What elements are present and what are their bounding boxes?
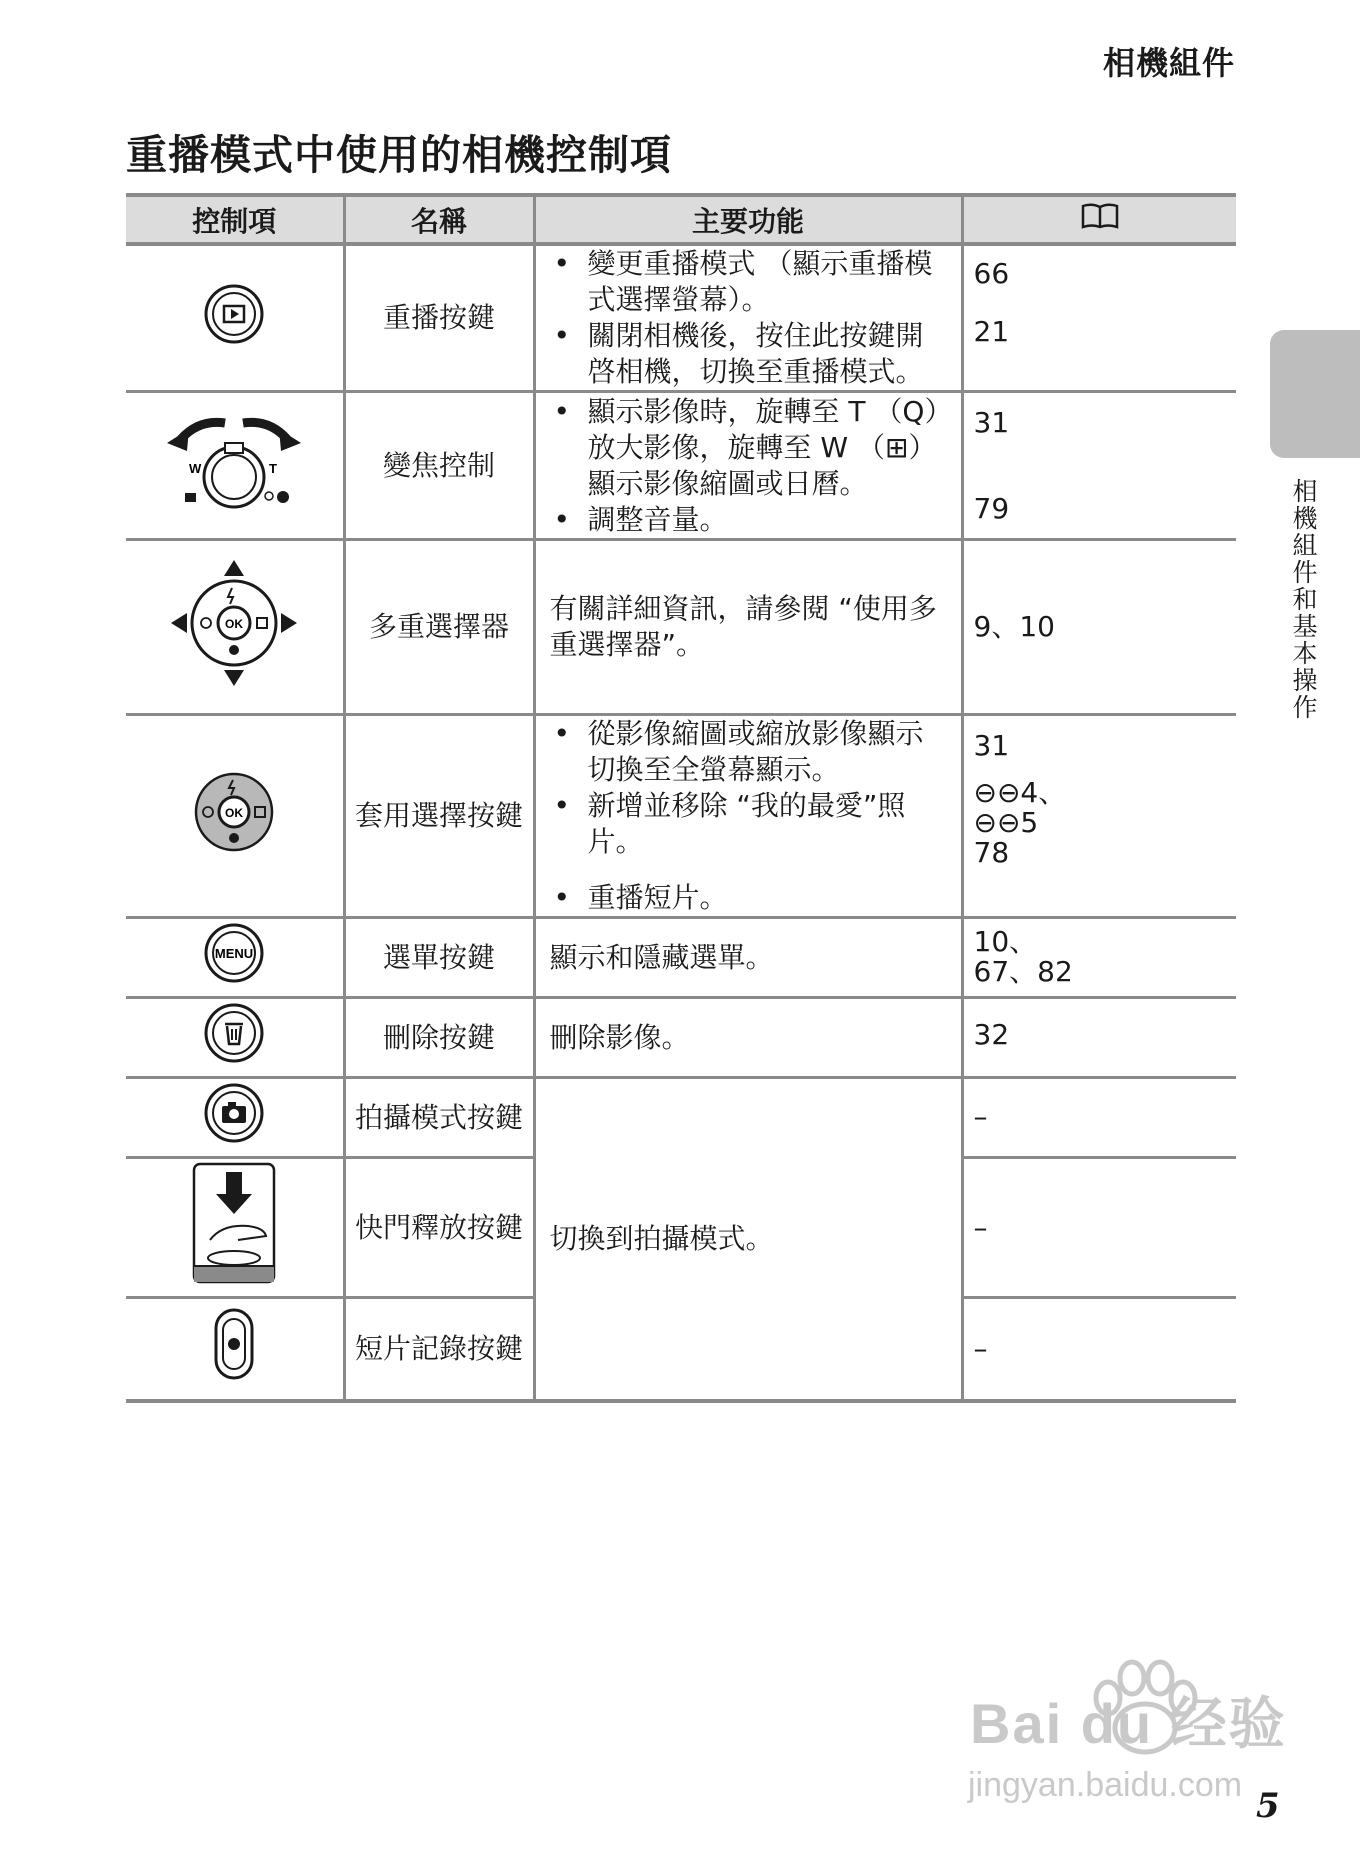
table-row: [126, 998, 1236, 1078]
playback-button-icon: [203, 283, 265, 345]
page-reference: 10、: [973, 925, 1038, 958]
function-text: 切換到拍攝模式。: [549, 1221, 774, 1255]
reference-cell: [962, 715, 1236, 918]
reference-cell: [962, 1298, 1236, 1401]
function-cell: [534, 540, 962, 715]
svg-text:OK: OK: [225, 805, 244, 820]
svg-text:OK: OK: [225, 616, 244, 631]
page-reference: 31: [973, 406, 1010, 439]
svg-text:MENU: MENU: [215, 946, 254, 961]
table-row: [126, 1078, 1236, 1158]
page-reference: ⊖⊖4、: [973, 776, 1067, 809]
watermark-url: jingyan.baidu.com: [968, 1766, 1243, 1804]
control-name: 拍攝模式按鍵: [344, 1078, 534, 1158]
control-icon-cell: [126, 918, 344, 998]
page-reference: 31: [973, 729, 1010, 762]
zoom-control-icon: [159, 405, 309, 517]
control-name: 重播按鍵: [344, 244, 534, 392]
page-number: 5: [1256, 1786, 1280, 1826]
control-icon-cell: [126, 540, 344, 715]
reference-cell: [962, 540, 1236, 715]
reference-cell: [962, 1158, 1236, 1298]
watermark: [960, 1650, 1290, 1850]
reference-cell: [962, 392, 1236, 540]
function-list: [550, 716, 951, 916]
function-item: • 重播短片。: [550, 880, 951, 916]
control-icon-cell: [126, 392, 344, 540]
page-reference: 78: [973, 836, 1010, 869]
delete-button-icon: [203, 1002, 265, 1064]
function-cell: [534, 244, 962, 392]
page-title: 重播模式中使用的相機控制項: [126, 131, 672, 179]
svg-text:W: W: [189, 461, 202, 476]
page-reference: –: [973, 1210, 988, 1244]
function-item: • 關閉相機後，按住此按鍵開啓相機，切換至重播模式。: [550, 318, 951, 390]
table-row: [126, 715, 1236, 918]
svg-text:T: T: [269, 461, 278, 476]
function-item: • 調整音量。: [550, 502, 951, 538]
watermark-logo: Bai du 经验: [970, 1692, 1287, 1755]
control-icon-cell: [126, 1298, 344, 1401]
reference-cell: [962, 1078, 1236, 1158]
header-function: 主要功能: [534, 195, 962, 244]
function-text: 有關詳細資訊，請參閱 “使用多重選擇器”。: [549, 592, 937, 661]
apply-selection-button-icon: [193, 771, 275, 853]
controls-table-wrapper: [126, 193, 1236, 1403]
book-icon: [1080, 202, 1120, 230]
control-name: 多重選擇器: [344, 540, 534, 715]
controls-table: [126, 193, 1236, 1403]
table-row: [126, 392, 1236, 540]
page-reference: 66: [973, 257, 1010, 290]
movie-record-button-icon: [212, 1307, 256, 1381]
control-name: 套用選擇按鍵: [344, 715, 534, 918]
page-reference: 67、82: [973, 955, 1073, 988]
header-reference: [962, 195, 1236, 244]
page-reference: –: [973, 1331, 988, 1365]
table-header-row: [126, 195, 1236, 244]
function-item: • 顯示影像時，旋轉至 T （Q）放大影像，旋轉至 W （⊞）顯示影像縮圖或日曆。: [550, 394, 951, 502]
header-name: 名稱: [344, 195, 534, 244]
reference-cell: [962, 998, 1236, 1078]
side-tab-label: 相機組件和基本操作: [1289, 478, 1318, 721]
control-icon-cell: [126, 998, 344, 1078]
function-list: [550, 394, 951, 538]
page-reference: ⊖⊖5: [973, 806, 1039, 839]
multi-selector-icon: [169, 558, 299, 688]
shutter-release-button-icon: [192, 1162, 276, 1284]
function-list: [550, 246, 951, 390]
page-reference: 9、10: [973, 610, 1055, 643]
menu-button-icon: [203, 922, 265, 984]
control-icon-cell: [126, 715, 344, 918]
function-item: • 變更重播模式 （顯示重播模式選擇螢幕）。: [550, 246, 951, 318]
page-reference: –: [973, 1100, 988, 1133]
control-icon-cell: [126, 244, 344, 392]
shooting-mode-button-icon: [203, 1082, 265, 1144]
page-reference: 79: [973, 492, 1010, 525]
control-icon-cell: [126, 1078, 344, 1158]
table-row: [126, 918, 1236, 998]
page-reference: 32: [973, 1018, 1010, 1051]
reference-cell: [962, 244, 1236, 392]
section-header: 相機組件: [1102, 44, 1235, 82]
control-name: 短片記錄按鍵: [344, 1298, 534, 1401]
control-name: 快門釋放按鍵: [344, 1158, 534, 1298]
table-row: [126, 244, 1236, 392]
control-name: 變焦控制: [344, 392, 534, 540]
function-cell: [534, 715, 962, 918]
function-cell: [534, 918, 962, 998]
function-cell: [534, 1078, 962, 1401]
control-name: 刪除按鍵: [344, 998, 534, 1078]
function-cell: [534, 392, 962, 540]
function-item: • 從影像縮圖或縮放影像顯示切換至全螢幕顯示。: [550, 716, 951, 788]
control-icon-cell: [126, 1158, 344, 1298]
table-row: [126, 540, 1236, 715]
function-item: • 新增並移除 “我的最愛”照片。: [550, 788, 951, 860]
reference-cell: [962, 918, 1236, 998]
control-name: 選單按鍵: [344, 918, 534, 998]
function-cell: [534, 998, 962, 1078]
function-text: 刪除影像。: [549, 1020, 690, 1054]
function-text: 顯示和隱藏選單。: [549, 940, 774, 974]
page-reference: 21: [973, 315, 1010, 348]
header-control: 控制項: [126, 195, 344, 244]
side-tab: [1270, 330, 1360, 458]
